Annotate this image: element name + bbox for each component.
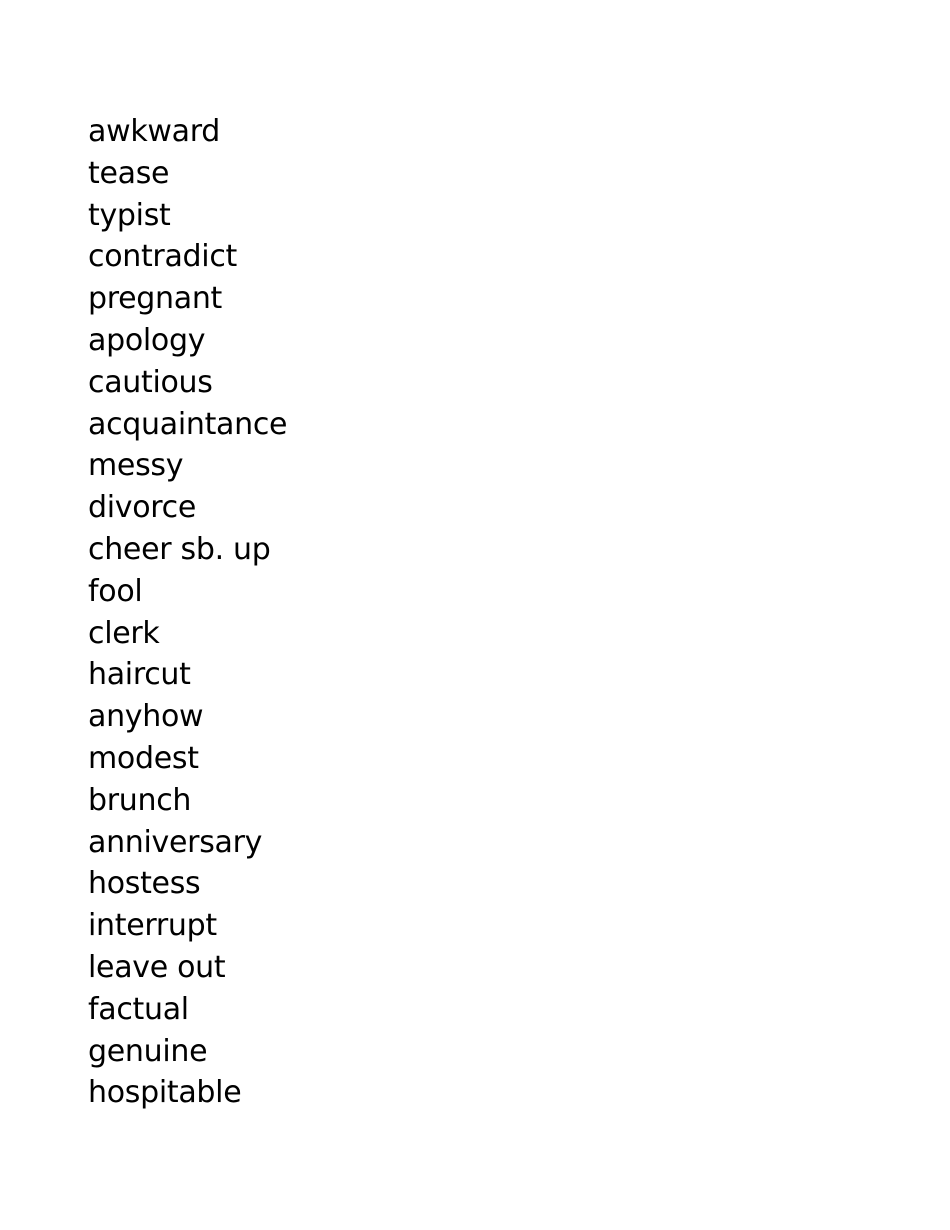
vocabulary-word: divorce (88, 490, 197, 526)
vocabulary-word: apology (88, 322, 206, 358)
vocabulary-word: awkward (88, 114, 220, 149)
vocabulary-word: fool (88, 573, 143, 609)
vocabulary-word: anniversary (88, 824, 263, 860)
vocabulary-word: interrupt (88, 908, 217, 944)
vocabulary-word: anyhow (88, 699, 204, 735)
vocabulary-word: clerk (88, 615, 160, 651)
vocabulary-word: messy (88, 448, 184, 484)
vocabulary-word: hospitable (88, 1075, 242, 1111)
vocabulary-word: factual (88, 991, 189, 1027)
vocabulary-word: hostess (88, 866, 201, 902)
vocabulary-word: cautious (88, 364, 213, 400)
vocabulary-word: typist (88, 197, 171, 233)
vocabulary-word: tease (88, 155, 170, 191)
vocabulary-word: contradict (88, 239, 237, 275)
vocabulary-word: leave out (88, 949, 226, 985)
vocabulary-word: cheer sb. up (88, 531, 271, 567)
vocabulary-word: modest (88, 740, 199, 776)
vocabulary-word: genuine (88, 1033, 208, 1069)
vocabulary-word: brunch (88, 782, 192, 818)
vocabulary-word: pregnant (88, 281, 222, 317)
vocabulary-list (88, 111, 287, 1114)
vocabulary-word: haircut (88, 657, 191, 693)
vocabulary-word: acquaintance (88, 406, 288, 442)
